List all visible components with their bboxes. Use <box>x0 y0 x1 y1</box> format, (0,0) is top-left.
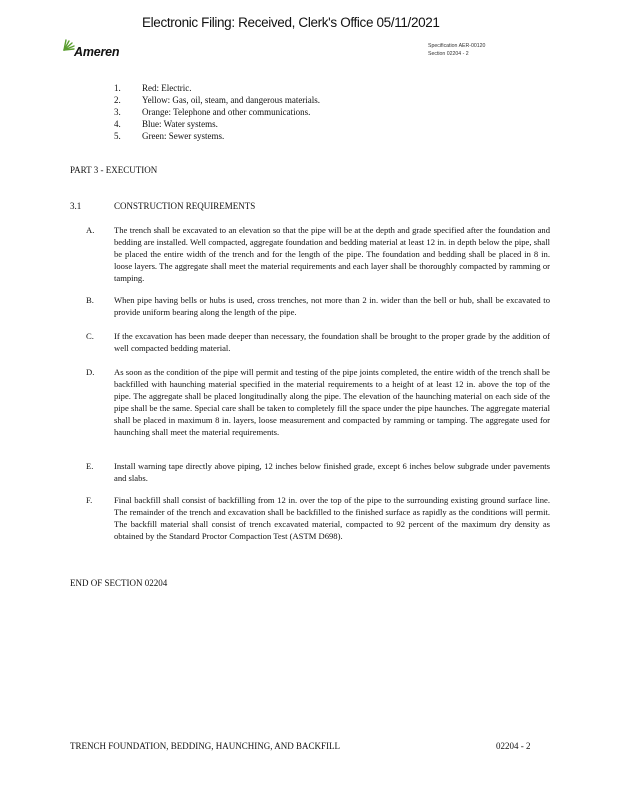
paragraph-text: The trench shall be excavated to an elevation so that the pipe will be at the depth and grade specified after the foundation and bedding are installed. Well compacted, aggregate foundation and bedding material at least 12 in. in depth below the pipe, shall be placed the entire width of the trench and for the length of the pipe. The foundation and bedding shall be placed in 8 in. loose layers. The aggregate shall meet the material requirements and each layer shall be thoroughly compacted by ramming or tamping. <box>114 225 550 284</box>
paragraph-f <box>86 494 556 556</box>
paragraph-letter: F. <box>86 495 93 505</box>
footer-page-number: 02204 - 2 <box>496 741 531 751</box>
part-heading: PART 3 - EXECUTION <box>70 165 158 175</box>
list-number: 5. <box>114 131 121 141</box>
paragraph-e <box>86 460 556 486</box>
spec-block <box>428 42 485 58</box>
paragraph-letter: E. <box>86 461 94 471</box>
paragraph-letter: B. <box>86 295 94 305</box>
list-number: 2. <box>114 95 121 105</box>
paragraph-text: Install warning tape directly above piping, 12 inches below finished grade, except 6 inches below subgrade under pavements and slabs. <box>114 461 550 484</box>
paragraph-text: If the excavation has been made deeper than necessary, the foundation shall be brought to the proper grade by the addition of well compacted bedding material. <box>114 331 550 354</box>
filing-stamp: Electronic Filing: Received, Clerk's Office 05/11/2021 <box>142 15 440 30</box>
color-code-list <box>114 82 414 144</box>
section-number-label: 3.1 <box>70 201 82 211</box>
paragraph-text: As soon as the condition of the pipe will permit and testing of the pipe joints completed, the entire width of the trench shall be backfilled with haunching material specified in the material requirements to a height of at least 12 in. above the top of the pipe. The aggregate shall be placed longitudinally along the pipe. The elevation of the haunching material on each side of the pipe shall be the same. Special care shall be taken to completely fill the space under the pipe haunches. The aggregate material shall be placed in maximum 8 in. layers, loose measurement and compacted by ramming or tamping. The aggregate used for haunching shall meet the material requirements. <box>114 367 550 438</box>
list-number: 3. <box>114 107 121 117</box>
footer-title: TRENCH FOUNDATION, BEDDING, HAUNCHING, AND BACKFILL <box>70 741 340 751</box>
paragraph-letter: D. <box>86 367 95 377</box>
list-text: Green: Sewer systems. <box>142 131 225 141</box>
list-number: 1. <box>114 83 121 93</box>
paragraph-d <box>86 366 556 452</box>
paragraph-letter: A. <box>86 225 95 235</box>
list-text: Orange: Telephone and other communications. <box>142 107 311 117</box>
end-of-section: END OF SECTION 02204 <box>70 578 168 588</box>
paragraph-text: Final backfill shall consist of backfilling from 12 in. over the top of the pipe to the surrounding existing ground surface line. The remainder of the trench and excavation shall be backfilled to the finished surface as rapidly as the conditions will permit. The backfill material shall consist of trench excavated material, compacted to 92 percent of the maximum dry density as obtained by the Standard Proctor Compaction Test (ASTM D698). <box>114 495 550 542</box>
logo-wordmark: Ameren <box>74 45 120 59</box>
section-title: CONSTRUCTION REQUIREMENTS <box>114 201 256 211</box>
paragraph-c <box>86 330 556 356</box>
list-text: Red: Electric. <box>142 83 192 93</box>
section-number: Section 02204 - 2 <box>428 51 469 57</box>
list-text: Yellow: Gas, oil, steam, and dangerous materials. <box>142 95 321 105</box>
paragraph-letter: C. <box>86 331 94 341</box>
list-number: 4. <box>114 119 121 129</box>
spec-number: Specification AER-00120 <box>428 43 486 49</box>
paragraph-b <box>86 294 556 320</box>
paragraph-a <box>86 224 556 286</box>
list-text: Blue: Water systems. <box>142 119 218 129</box>
paragraph-text: When pipe having bells or hubs is used, cross trenches, not more than 2 in. wider than the bell or hub, shall be excavated to provide uniform bearing along the length of the pipe. <box>114 295 550 318</box>
